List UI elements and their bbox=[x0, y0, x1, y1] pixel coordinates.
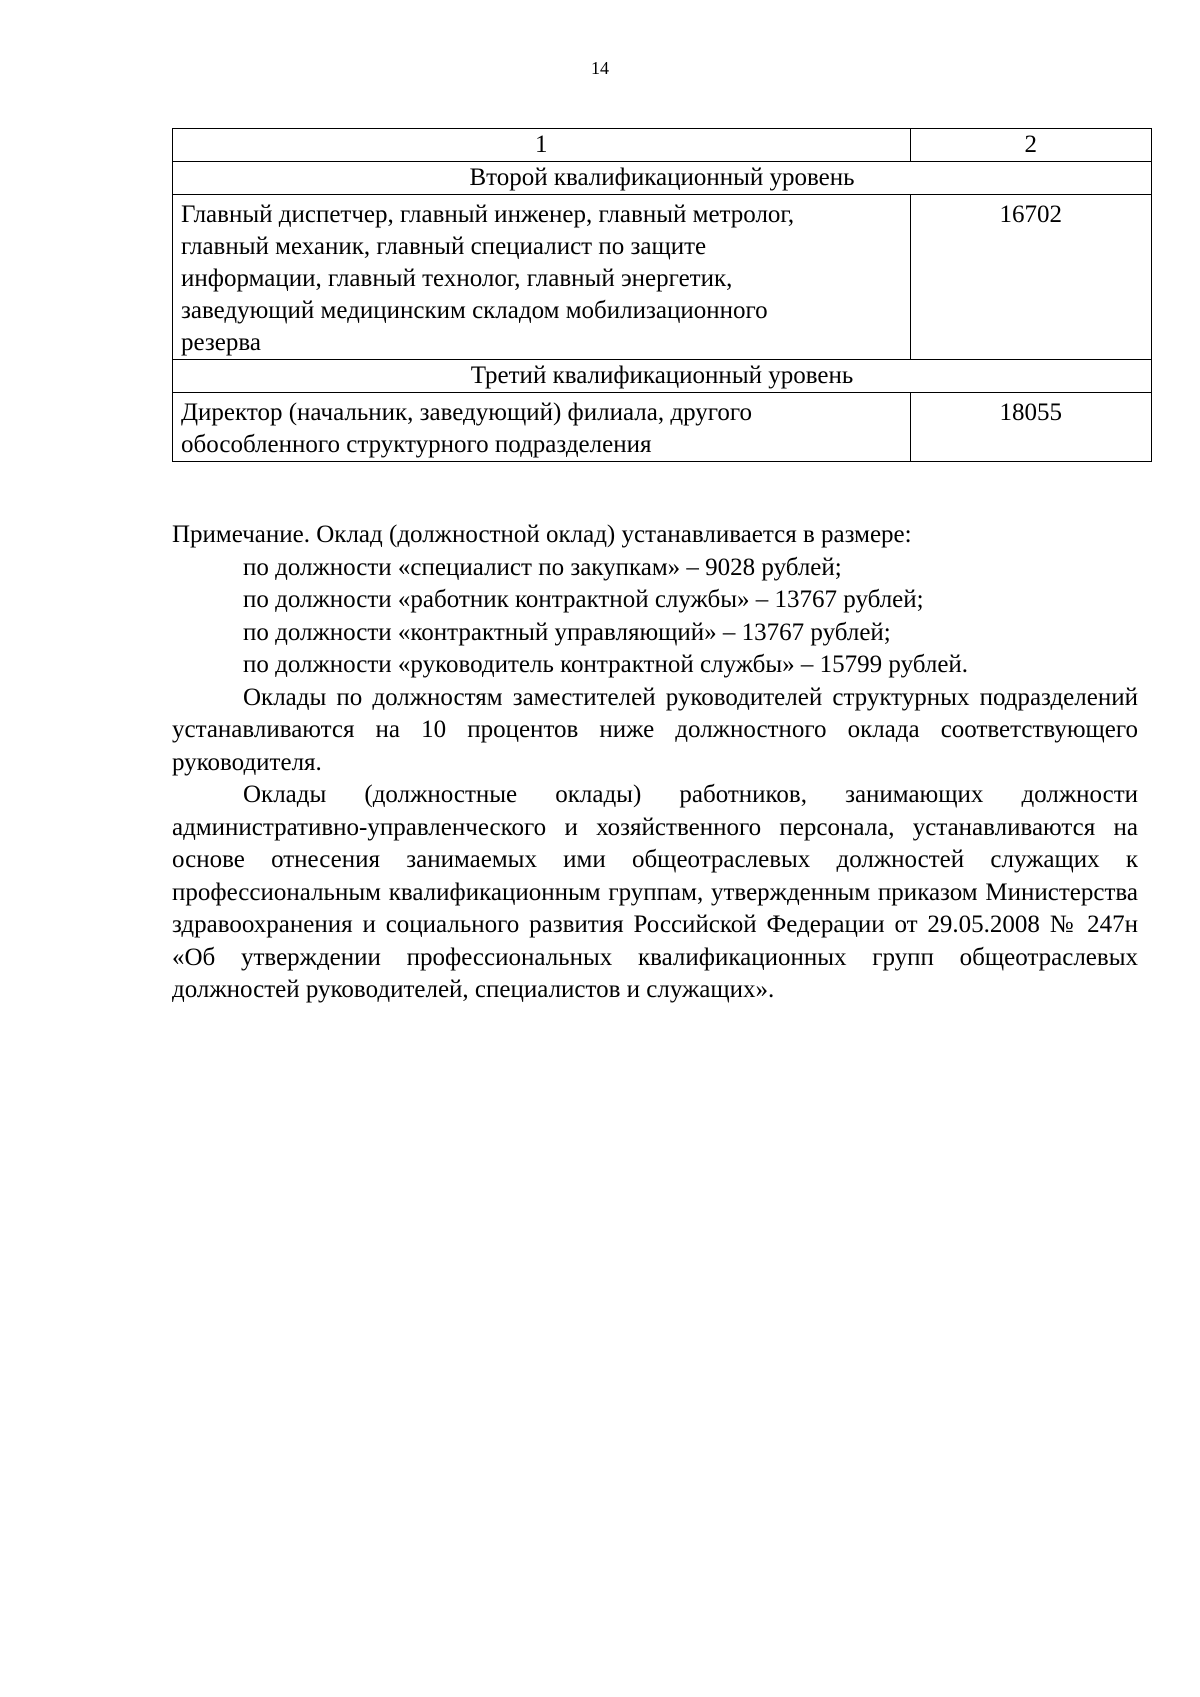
qualification-level-heading: Второй квалификационный уровень bbox=[173, 162, 1152, 195]
positions-cell bbox=[173, 195, 911, 360]
note-paragraph: Оклады по должностям заместителей руководителей структурных подразделений устанавливаются на 10 процентов ниже должностного оклада соответствующего руководителя. bbox=[172, 683, 1138, 776]
positions-line: заведующий медицинским складом мобилизационного bbox=[181, 297, 768, 324]
note-item: по должности «работник контрактной службы» – 13767 рублей; bbox=[243, 586, 924, 613]
positions-line: Главный диспетчер, главный инженер, главный метролог, bbox=[181, 201, 795, 228]
positions-line: Директор (начальник, заведующий) филиала, другого bbox=[181, 399, 753, 426]
positions-line: информации, главный технолог, главный энергетик, bbox=[181, 265, 733, 292]
table-row bbox=[173, 393, 1152, 462]
salary-table bbox=[172, 128, 1152, 462]
positions-cell bbox=[173, 393, 911, 462]
salary-cell: 16702 bbox=[910, 195, 1151, 360]
column-header-2: 2 bbox=[910, 129, 1151, 162]
table-header-row bbox=[173, 129, 1152, 162]
qualification-level-heading: Третий квалификационный уровень bbox=[173, 360, 1152, 393]
positions-line: главный механик, главный специалист по защите bbox=[181, 233, 707, 260]
note-paragraph: Оклады (должностные оклады) работников, занимающих должности административно-управленческого и хозяйственного персонала, устанавливаются на основе отнесения занимаемых ими общеотраслевых должностей служащих к профессиональным квалификационным группам, утвержденным приказом Министерства здравоохранения и социального развития Российской Федерации от 29.05.2008 № 247н «Об утверждении профессиональных квалификационных групп общеотраслевых должностей руководителей, специалистов и служащих». bbox=[172, 781, 1138, 1003]
table-row bbox=[173, 195, 1152, 360]
note-item: по должности «специалист по закупкам» – 9028 рублей; bbox=[243, 553, 842, 581]
note-item: по должности «руководитель контрактной службы» – 15799 рублей. bbox=[243, 651, 969, 678]
column-header-1: 1 bbox=[173, 129, 911, 162]
positions-line: резерва bbox=[181, 329, 261, 356]
positions-line: обособленного структурного подразделения bbox=[181, 431, 652, 458]
note-item: по должности «контрактный управляющий» – 13767 рублей; bbox=[243, 618, 891, 646]
note-section bbox=[172, 519, 1138, 1007]
page-number: 14 bbox=[591, 58, 609, 78]
salary-cell: 18055 bbox=[910, 393, 1151, 462]
note-intro: Примечание. Оклад (должностной оклад) устанавливается в размере: bbox=[172, 521, 912, 548]
level-row-second bbox=[173, 162, 1152, 195]
level-row-third bbox=[173, 360, 1152, 393]
